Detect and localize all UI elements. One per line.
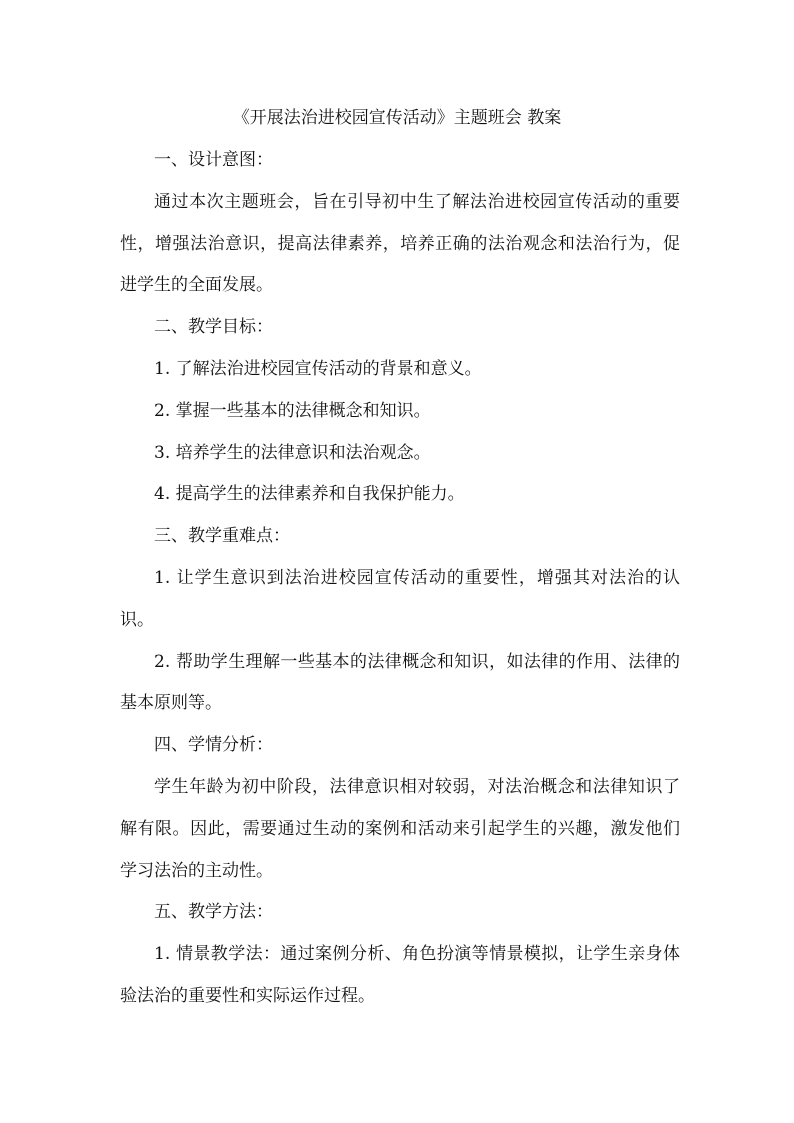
- section-heading-student-analysis: 四、学情分析：: [154, 735, 273, 756]
- document-title: 《开展法治进校园宣传活动》主题班会 教案: [232, 108, 562, 128]
- key-point-item-1: 1. 让学生意识到法治进校园宣传活动的重要性，增强其对法治的认识。: [120, 567, 680, 630]
- goal-item-1: 1. 了解法治进校园宣传活动的背景和意义。: [154, 358, 482, 379]
- section-heading-design-intent: 一、设计意图：: [154, 150, 273, 170]
- section-heading-teaching-methods: 五、教学方法：: [154, 902, 273, 923]
- document-body: [120, 140, 680, 1018]
- goal-item-4: 4. 提高学生的法律素养和自我保护能力。: [154, 484, 465, 505]
- key-point-item-2: 2. 帮助学生理解一些基本的法律概念和知识，如法律的作用、法律的基本原则等。: [120, 651, 680, 714]
- section-heading-key-points: 三、教学重难点：: [154, 526, 290, 547]
- paragraph-student-analysis: 学生年龄为初中阶段，法律意识相对较弱，对法治概念和法律知识了解有限。因此，需要通过生动的案例和活动来引起学生的兴趣，激发他们学习法治的主动性。: [120, 776, 680, 881]
- goal-item-3: 3. 培养学生的法律意识和法治观念。: [154, 442, 431, 463]
- paragraph-design-intent: 通过本次主题班会，旨在引导初中生了解法治进校园宣传活动的重要性，增强法治意识，提高法律素养，培养正确的法治观念和法治行为，促进学生的全面发展。: [120, 191, 680, 296]
- section-heading-teaching-goals: 二、教学目标：: [154, 317, 273, 338]
- method-item-1: 1. 情景教学法：通过案例分析、角色扮演等情景模拟，让学生亲身体验法治的重要性和实际运作过程。: [120, 944, 680, 1006]
- goal-item-2: 2. 掌握一些基本的法律概念和知识。: [154, 400, 431, 421]
